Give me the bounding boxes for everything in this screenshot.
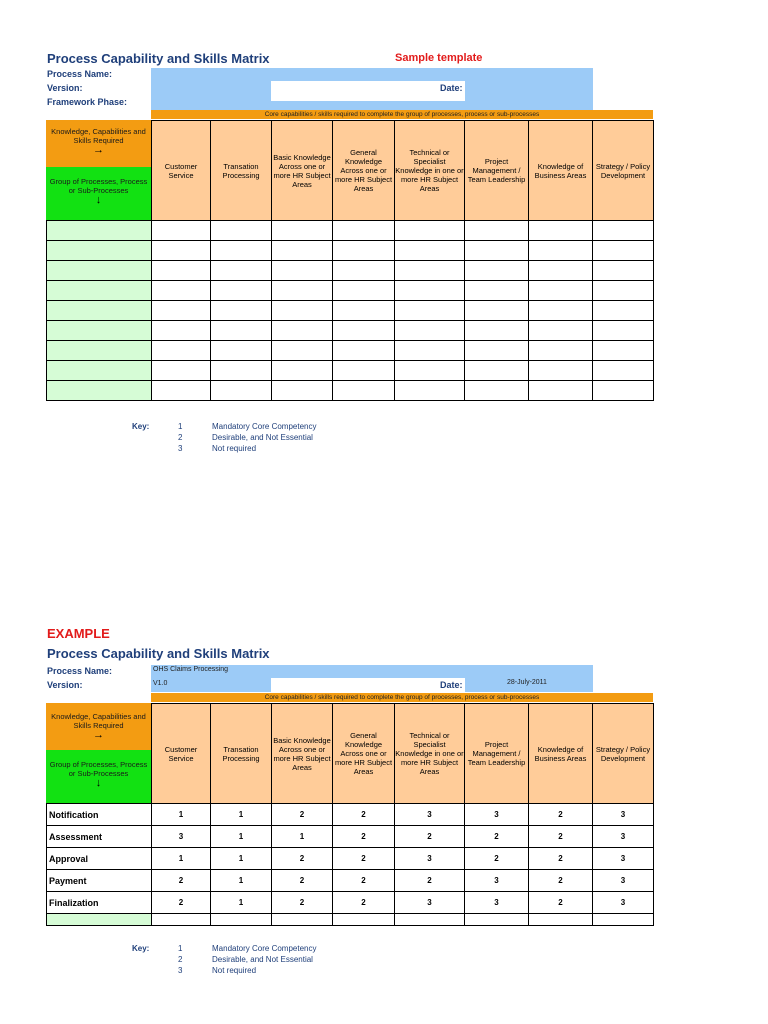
matrix-value-cell[interactable]: 1 [152,848,211,870]
matrix-cell[interactable] [152,361,211,381]
matrix-cell[interactable] [152,261,211,281]
matrix-cell[interactable] [529,301,593,321]
process-name-cell[interactable] [47,221,152,241]
col-header: Customer Service [152,704,211,804]
col-header: Project Management / Team Leadership [465,704,529,804]
matrix-cell[interactable] [593,301,654,321]
matrix-cell[interactable] [152,914,211,926]
matrix-value-cell[interactable]: 2 [152,892,211,914]
matrix-value-cell[interactable]: 2 [395,870,465,892]
matrix-cell[interactable] [211,381,272,401]
matrix-cell[interactable] [333,261,395,281]
matrix-value-cell[interactable]: 2 [333,892,395,914]
example-version-label: Version: [47,680,83,690]
example-version-value: V1.0 [153,680,168,687]
matrix-value-cell[interactable]: 3 [465,870,529,892]
matrix-cell[interactable] [593,914,654,926]
matrix-value-cell[interactable]: 2 [272,848,333,870]
template-row [47,261,654,281]
matrix-value-cell[interactable]: 2 [529,848,593,870]
example-matrix [46,703,654,926]
process-group-side-text: Group of Processes, Process or Sub-Processes [49,177,148,195]
col-header: Technical or Specialist Knowledge in one or more HR Subject Areas [395,121,465,221]
matrix-cell[interactable] [529,361,593,381]
matrix-value-cell[interactable]: 3 [395,892,465,914]
matrix-value-cell[interactable]: 2 [333,870,395,892]
matrix-value-cell[interactable]: 2 [529,826,593,848]
col-header: Basic Knowledge Across one or more HR Subject Areas [272,121,333,221]
matrix-cell[interactable] [152,281,211,301]
matrix-cell[interactable] [395,341,465,361]
matrix-value-cell[interactable]: 3 [593,870,654,892]
matrix-value-cell[interactable]: 2 [333,804,395,826]
matrix-cell[interactable] [333,281,395,301]
matrix-value-cell[interactable]: 3 [395,848,465,870]
sample-template-label: Sample template [395,52,483,64]
matrix-cell[interactable] [152,341,211,361]
matrix-cell[interactable] [529,341,593,361]
example-row [47,870,654,892]
matrix-cell[interactable] [529,381,593,401]
matrix-cell[interactable] [333,914,395,926]
template-row [47,301,654,321]
matrix-cell[interactable] [395,301,465,321]
key-label: Key: [132,422,150,431]
matrix-cell[interactable] [465,261,529,281]
matrix-value-cell[interactable]: 2 [465,848,529,870]
matrix-cell[interactable] [465,361,529,381]
framework-phase-label: Framework Phase: [47,97,128,107]
template-row [47,321,654,341]
template-row [47,221,654,241]
matrix-cell[interactable] [272,914,333,926]
matrix-cell[interactable] [211,241,272,261]
matrix-cell[interactable] [593,321,654,341]
matrix-cell[interactable] [152,381,211,401]
key-item: 1 Mandatory Core Competency [178,422,317,431]
process-name-cell[interactable]: Finalization [47,892,152,914]
matrix-cell[interactable] [529,221,593,241]
matrix-value-cell[interactable]: 2 [272,804,333,826]
matrix-value-cell[interactable]: 3 [593,892,654,914]
col-header: Project Management / Team Leadership [465,121,529,221]
template-key [132,422,149,431]
matrix-cell[interactable] [593,221,654,241]
col-header: Basic Knowledge Across one or more HR Subject Areas [272,704,333,804]
matrix-value-cell[interactable]: 2 [272,892,333,914]
matrix-cell[interactable] [333,361,395,381]
process-name-cell[interactable] [47,361,152,381]
matrix-cell[interactable] [465,241,529,261]
matrix-cell[interactable] [333,221,395,241]
template-title: Process Capability and Skills Matrix [47,51,270,66]
matrix-cell[interactable] [272,281,333,301]
example-version-field[interactable] [271,678,465,692]
example-heading: EXAMPLE [47,626,110,641]
template-row [47,361,654,381]
matrix-cell[interactable] [272,381,333,401]
matrix-cell[interactable] [465,221,529,241]
process-name-cell[interactable] [47,321,152,341]
matrix-cell[interactable] [152,241,211,261]
example-row [47,848,654,870]
matrix-value-cell[interactable]: 1 [211,804,272,826]
example-core-capabilities-bar: Core capabilities / skills required to complete the group of processes, process or sub-processes [151,693,653,702]
matrix-cell[interactable] [395,321,465,341]
matrix-value-cell[interactable]: 1 [152,804,211,826]
process-name-cell[interactable] [47,914,152,926]
matrix-cell[interactable] [333,241,395,261]
matrix-value-cell[interactable]: 2 [333,826,395,848]
example-date-value: 28-July-2011 [507,679,547,686]
matrix-cell[interactable] [211,361,272,381]
matrix-cell[interactable] [593,381,654,401]
matrix-cell[interactable] [333,321,395,341]
col-header: Technical or Specialist Knowledge in one or more HR Subject Areas [395,704,465,804]
matrix-cell[interactable] [395,914,465,926]
process-name-label: Process Name: [47,69,113,79]
matrix-value-cell[interactable]: 1 [211,892,272,914]
process-name-cell[interactable] [47,301,152,321]
example-row [47,804,654,826]
example-key [132,944,149,953]
matrix-cell[interactable] [333,301,395,321]
matrix-cell[interactable] [211,914,272,926]
matrix-value-cell[interactable]: 2 [272,870,333,892]
example-header-row [47,704,654,804]
matrix-cell[interactable] [529,281,593,301]
arrow-down-icon: ↓ [95,194,102,206]
matrix-cell[interactable] [272,261,333,281]
process-name-cell[interactable]: Assessment [47,826,152,848]
matrix-value-cell[interactable]: 3 [395,804,465,826]
process-name-cell[interactable] [47,341,152,361]
example-row [47,892,654,914]
template-matrix [46,120,654,401]
matrix-cell[interactable] [211,321,272,341]
core-capabilities-bar: Core capabilities / skills required to complete the group of processes, process or sub-processes [151,110,653,119]
col-header: Knowledge of Business Areas [529,704,593,804]
version-field[interactable] [271,81,465,101]
template-header-row [47,121,654,221]
matrix-value-cell[interactable]: 1 [211,826,272,848]
matrix-cell[interactable] [593,341,654,361]
process-group-side-text: Group of Processes, Process or Sub-Processes [49,760,148,778]
arrow-down-icon: ↓ [95,777,102,789]
key-item: 2 Desirable, and Not Essential [178,955,313,964]
example-row [47,826,654,848]
matrix-cell[interactable] [465,301,529,321]
matrix-cell[interactable] [272,361,333,381]
col-header: Customer Service [152,121,211,221]
key-label: Key: [132,944,150,953]
template-row [47,241,654,261]
process-name-cell[interactable] [47,241,152,261]
matrix-cell[interactable] [272,321,333,341]
matrix-cell[interactable] [211,261,272,281]
matrix-value-cell[interactable]: 2 [529,870,593,892]
key-item: 1 Mandatory Core Competency [178,944,317,953]
arrow-right-icon: → [93,144,104,156]
example-process-name-label: Process Name: [47,666,113,676]
process-name-cell[interactable] [47,281,152,301]
matrix-cell[interactable] [395,361,465,381]
matrix-cell[interactable] [465,341,529,361]
template-row [47,381,654,401]
matrix-cell[interactable] [529,321,593,341]
matrix-cell[interactable] [593,241,654,261]
template-row [47,281,654,301]
matrix-cell[interactable] [211,281,272,301]
matrix-cell[interactable] [465,281,529,301]
key-item: 3 Not required [178,966,257,975]
col-header: Strategy / Policy Development [593,121,654,221]
matrix-cell[interactable] [465,381,529,401]
matrix-cell[interactable] [593,261,654,281]
process-name-cell[interactable] [47,381,152,401]
matrix-value-cell[interactable]: 2 [152,870,211,892]
process-name-cell[interactable]: Payment [47,870,152,892]
matrix-value-cell[interactable]: 3 [593,804,654,826]
matrix-value-cell[interactable]: 2 [529,804,593,826]
key-item: 3 Not required [178,444,257,453]
key-item: 2 Desirable, and Not Essential [178,433,313,442]
matrix-cell[interactable] [465,914,529,926]
matrix-cell[interactable] [529,914,593,926]
matrix-cell[interactable] [395,221,465,241]
col-header: General Knowledge Across one or more HR Subject Areas [333,121,395,221]
knowledge-side-text: Knowledge, Capabilities and Skills Required [51,712,146,730]
matrix-cell[interactable] [272,221,333,241]
matrix-value-cell[interactable]: 2 [465,826,529,848]
matrix-cell[interactable] [272,241,333,261]
matrix-cell[interactable] [593,281,654,301]
knowledge-side-text: Knowledge, Capabilities and Skills Required [51,127,146,145]
matrix-cell[interactable] [152,221,211,241]
matrix-cell[interactable] [465,321,529,341]
arrow-right-icon: → [93,729,104,741]
matrix-cell[interactable] [272,301,333,321]
matrix-value-cell[interactable]: 1 [211,848,272,870]
col-header: Knowledge of Business Areas [529,121,593,221]
example-key-items [178,944,317,975]
col-header: Transation Processing [211,121,272,221]
matrix-value-cell[interactable]: 3 [152,826,211,848]
version-label: Version: [47,83,83,93]
example-process-name-value: OHS Claims Processing [153,666,229,673]
template-row [47,341,654,361]
matrix-value-cell[interactable]: 2 [333,848,395,870]
process-name-cell[interactable] [47,261,152,281]
col-header: Transation Processing [211,704,272,804]
matrix-cell[interactable] [395,381,465,401]
matrix-value-cell[interactable]: 3 [465,804,529,826]
template-key-items [178,422,317,453]
matrix-value-cell[interactable]: 3 [465,892,529,914]
matrix-cell[interactable] [395,241,465,261]
matrix-cell[interactable] [529,241,593,261]
date-label: Date: [440,83,463,93]
col-header: Strategy / Policy Development [593,704,654,804]
matrix-cell[interactable] [211,301,272,321]
matrix-value-cell[interactable]: 1 [272,826,333,848]
matrix-cell[interactable] [211,221,272,241]
matrix-value-cell[interactable]: 3 [593,826,654,848]
example-title: Process Capability and Skills Matrix [47,646,270,661]
matrix-cell[interactable] [395,261,465,281]
matrix-cell[interactable] [529,261,593,281]
example-date-label: Date: [440,680,463,690]
process-name-cell[interactable]: Notification [47,804,152,826]
matrix-cell[interactable] [152,301,211,321]
matrix-value-cell[interactable]: 3 [593,848,654,870]
matrix-cell[interactable] [593,361,654,381]
matrix-cell[interactable] [395,281,465,301]
matrix-cell[interactable] [333,381,395,401]
matrix-cell[interactable] [272,341,333,361]
example-empty-row [47,914,654,926]
col-header: General Knowledge Across one or more HR Subject Areas [333,704,395,804]
matrix-cell[interactable] [211,341,272,361]
matrix-cell[interactable] [333,341,395,361]
matrix-value-cell[interactable]: 2 [529,892,593,914]
matrix-value-cell[interactable]: 2 [395,826,465,848]
matrix-value-cell[interactable]: 1 [211,870,272,892]
process-name-cell[interactable]: Approval [47,848,152,870]
matrix-cell[interactable] [152,321,211,341]
